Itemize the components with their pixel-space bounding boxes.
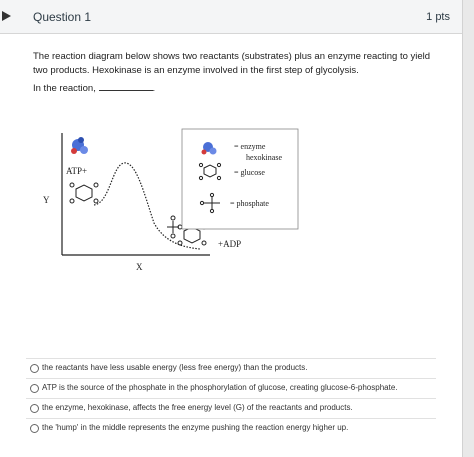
radio-button[interactable]: [30, 424, 39, 433]
atp-label: ATP+: [66, 166, 88, 176]
flag-icon[interactable]: [2, 11, 11, 21]
answer-choice[interactable]: [26, 358, 436, 378]
y-axis-label: Y: [43, 195, 50, 205]
question-title: Question 1: [33, 10, 92, 24]
enzyme-icon: [71, 137, 88, 154]
question-header: [0, 0, 462, 34]
answer-choice[interactable]: [26, 378, 436, 398]
question-points: 1 pts: [426, 11, 450, 23]
choice-label: the reactants have less usable energy (less free energy) than the products.: [42, 363, 308, 372]
legend-enzyme: = enzyme: [234, 142, 266, 151]
x-axis-label: X: [136, 262, 143, 272]
answer-choice[interactable]: [26, 418, 436, 438]
choice-label: ATP is the source of the phosphate in the phosphorylation of glucose, creating glucose-6-phosphate.: [42, 383, 398, 392]
glucose-molecule-icon: [70, 183, 98, 203]
legend-enzyme-name: hexokinase: [246, 153, 282, 162]
choice-label: the enzyme, hexokinase, affects the free energy level (G) of the reactants and products.: [42, 403, 353, 412]
radio-button[interactable]: [30, 384, 39, 393]
radio-button[interactable]: [30, 404, 39, 413]
answer-choices: [26, 358, 436, 438]
answer-blank: [99, 82, 153, 91]
question-prompt: [33, 50, 433, 78]
prompt-line-1: The reaction diagram below shows two reactants (substrates) plus an enzyme reacting to yield: [33, 51, 431, 62]
reaction-diagram: [43, 123, 304, 283]
reaction-sentence: [33, 82, 155, 94]
legend-glucose: = glucose: [234, 168, 265, 177]
choice-label: the 'hump' in the middle represents the enzyme pushing the reaction energy higher up.: [42, 423, 349, 432]
adp-label: +ADP: [218, 239, 242, 249]
reaction-suffix: .: [152, 83, 156, 94]
prompt-line-2: two products. Hexokinase is an enzyme involved in the first step of glycolysis.: [33, 65, 359, 76]
answer-choice[interactable]: [26, 398, 436, 418]
radio-button[interactable]: [30, 364, 39, 373]
legend-phosphate: = phosphate: [230, 199, 269, 208]
reaction-prefix: In the reaction,: [33, 83, 96, 94]
